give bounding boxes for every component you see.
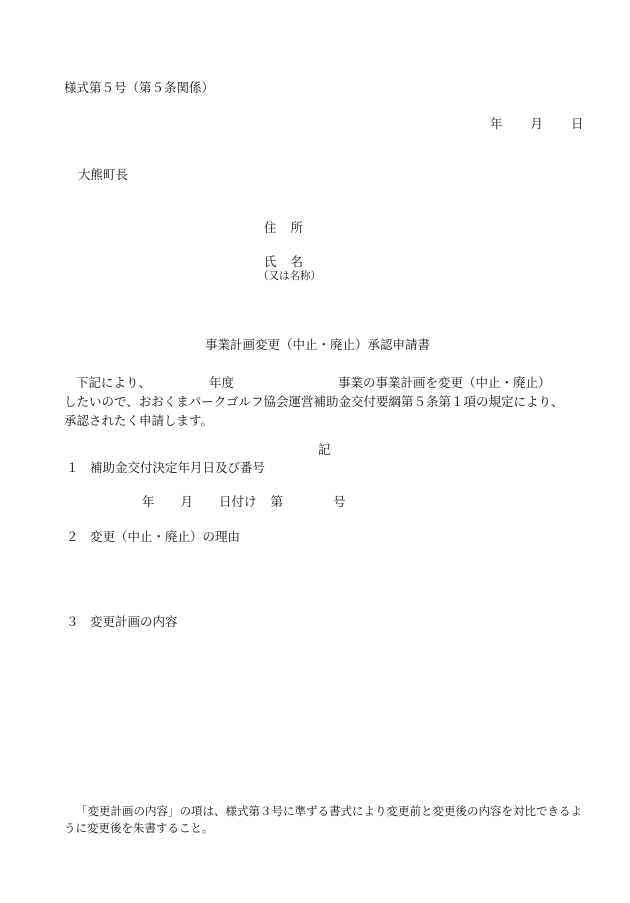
item-1-heading (66, 460, 265, 475)
date-day-label: 日 (571, 116, 584, 131)
footnote-line-1 (64, 803, 584, 820)
item-2-label: 変更（中止・廃止）の理由 (90, 529, 241, 544)
footnote-line1-text: 「変更計画の内容」の項は、様式第３号に準ずる書式により変更前と変更後の内容を対比できるよ (76, 804, 582, 818)
addressee: 大熊町長 (78, 167, 129, 182)
footnote-line-2: うに変更後を朱書すること。 (64, 821, 214, 835)
item-3-heading (66, 614, 178, 629)
body-line1-project: 事業の事業計画を変更（中止・廃止） (338, 375, 551, 390)
body-line1-intro: 下記により、 (76, 375, 152, 390)
decision-dai-label: 第 (270, 494, 284, 509)
item-1-number: １ (66, 460, 79, 475)
item-1-label: 補助金交付決定年月日及び番号 (90, 460, 266, 475)
item-2-heading (66, 529, 240, 544)
ki-heading: 記 (318, 442, 331, 457)
date-line (490, 116, 584, 131)
name-sublabel: （又は名称） (258, 270, 321, 282)
document-title: 事業計画変更（中止・廃止）承認申請書 (205, 337, 431, 352)
item-3-label: 変更計画の内容 (90, 614, 178, 629)
date-year-label: 年 (490, 116, 503, 131)
decision-year-label: 年 (142, 494, 155, 509)
decision-go-label: 号 (333, 494, 346, 509)
body-line-3: 承認されたく申請します。 (64, 413, 214, 428)
decision-dated-label: 日付け (219, 494, 257, 509)
body-paragraph (64, 373, 584, 430)
body-line-1 (64, 373, 584, 392)
date-month-label: 月 (530, 116, 544, 131)
body-line1-fiscal-year: 年度 (209, 375, 235, 390)
decision-month-label: 月 (180, 494, 194, 509)
form-number: 様式第５号（第５条関係） (64, 80, 215, 95)
body-line-2: したいので、おおくまパークゴルフ協会運営補助金交付要綱第５条第１項の規定により、 (64, 394, 564, 409)
address-label: 住所 (264, 220, 318, 235)
name-label: 氏名 (264, 254, 318, 269)
footnote (64, 803, 584, 837)
decision-date-line (142, 494, 346, 509)
item-3-number: ３ (66, 614, 79, 629)
item-2-number: ２ (66, 529, 79, 544)
